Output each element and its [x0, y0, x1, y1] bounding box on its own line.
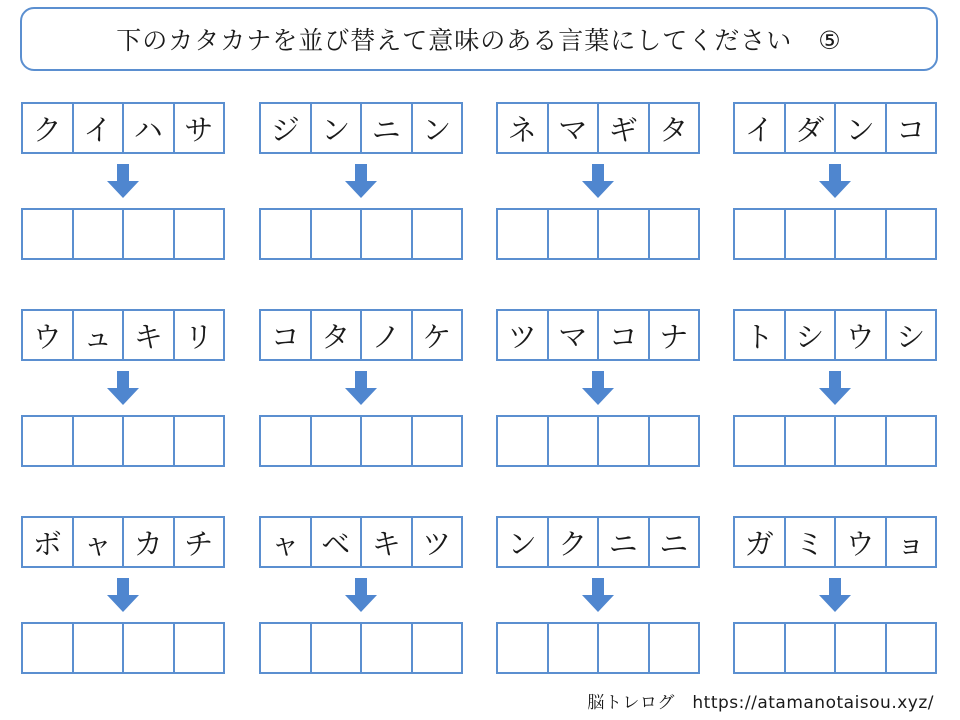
letter-cell: ギ: [597, 104, 648, 152]
letter-cell: タ: [310, 311, 361, 359]
answer-boxes: [496, 415, 700, 467]
answer-box[interactable]: [122, 417, 173, 465]
answer-box[interactable]: [173, 624, 224, 672]
answer-boxes: [733, 208, 937, 260]
answer-box[interactable]: [834, 624, 885, 672]
answer-box[interactable]: [360, 210, 411, 258]
answer-box[interactable]: [547, 624, 598, 672]
answer-box[interactable]: [310, 624, 361, 672]
puzzle-item: [259, 309, 463, 467]
scrambled-letters: [496, 309, 700, 361]
letter-cell: カ: [122, 518, 173, 566]
answer-box[interactable]: [784, 210, 835, 258]
arrow-down-icon: [345, 578, 377, 612]
puzzle-item: [259, 516, 463, 674]
letter-cell: ン: [310, 104, 361, 152]
answer-boxes: [21, 208, 225, 260]
scrambled-letters: [21, 102, 225, 154]
scrambled-letters: [733, 102, 937, 154]
letter-cell: ン: [507, 526, 537, 561]
answer-box[interactable]: [498, 417, 547, 465]
letter-cell: ノ: [360, 311, 411, 359]
scrambled-letters: [733, 309, 937, 361]
answer-box[interactable]: [23, 417, 72, 465]
answer-box[interactable]: [735, 417, 784, 465]
letter-cell: ベ: [310, 518, 361, 566]
answer-box[interactable]: [597, 210, 648, 258]
letter-cell: ニ: [597, 518, 648, 566]
answer-box[interactable]: [885, 210, 936, 258]
letter-cell: ガ: [744, 526, 774, 561]
letter-cell: サ: [173, 104, 224, 152]
puzzle-item: [259, 102, 463, 260]
letter-cell: ツ: [411, 518, 462, 566]
letter-cell: ョ: [885, 518, 936, 566]
answer-box[interactable]: [784, 624, 835, 672]
letter-cell: ク: [547, 518, 598, 566]
puzzle-item: [496, 309, 700, 467]
letter-cell: ウ: [834, 311, 885, 359]
letter-cell: ニ: [360, 104, 411, 152]
letter-cell: コ: [270, 319, 300, 354]
letter-cell: ク: [32, 112, 62, 147]
answer-box[interactable]: [547, 210, 598, 258]
answer-box[interactable]: [411, 210, 462, 258]
answer-box[interactable]: [411, 417, 462, 465]
puzzle-item: [496, 102, 700, 260]
letter-cell: ト: [744, 319, 774, 354]
answer-box[interactable]: [360, 624, 411, 672]
answer-box[interactable]: [261, 624, 310, 672]
scrambled-letters: [259, 309, 463, 361]
letter-cell: マ: [547, 104, 598, 152]
answer-box[interactable]: [498, 624, 547, 672]
answer-boxes: [733, 622, 937, 674]
scrambled-letters: [259, 516, 463, 568]
letter-cell: キ: [360, 518, 411, 566]
arrow-down-icon: [819, 578, 851, 612]
letter-cell: ン: [411, 104, 462, 152]
puzzle-item: [733, 309, 937, 467]
puzzle-item: [733, 516, 937, 674]
answer-box[interactable]: [648, 417, 699, 465]
letter-cell: リ: [173, 311, 224, 359]
answer-box[interactable]: [261, 417, 310, 465]
letter-cell: タ: [648, 104, 699, 152]
letter-cell: イ: [72, 104, 123, 152]
answer-box[interactable]: [498, 210, 547, 258]
letter-cell: ニ: [648, 518, 699, 566]
letter-cell: ャ: [270, 526, 300, 561]
site-credit: 脳トレログ https://atamanotaisou.xyz/: [587, 693, 934, 713]
answer-boxes: [259, 208, 463, 260]
letter-cell: シ: [784, 311, 835, 359]
answer-boxes: [259, 415, 463, 467]
letter-cell: イ: [744, 112, 774, 147]
instruction-title: 下のカタカナを並び替えて意味のある言葉にしてください ⑤: [116, 26, 842, 55]
answer-box[interactable]: [173, 417, 224, 465]
answer-box[interactable]: [784, 417, 835, 465]
answer-boxes: [21, 622, 225, 674]
letter-cell: シ: [885, 311, 936, 359]
letter-cell: ュ: [72, 311, 123, 359]
scrambled-letters: [21, 309, 225, 361]
letter-cell: ネ: [507, 112, 537, 147]
arrow-down-icon: [107, 164, 139, 198]
answer-box[interactable]: [72, 624, 123, 672]
answer-box[interactable]: [72, 417, 123, 465]
arrow-down-icon: [345, 371, 377, 405]
answer-box[interactable]: [310, 417, 361, 465]
answer-box[interactable]: [885, 624, 936, 672]
answer-box[interactable]: [360, 417, 411, 465]
answer-boxes: [496, 208, 700, 260]
letter-cell: ミ: [784, 518, 835, 566]
answer-box[interactable]: [122, 210, 173, 258]
letter-cell: ナ: [648, 311, 699, 359]
letter-cell: ボ: [32, 526, 62, 561]
answer-box[interactable]: [411, 624, 462, 672]
answer-box[interactable]: [173, 210, 224, 258]
answer-box[interactable]: [122, 624, 173, 672]
answer-box[interactable]: [834, 210, 885, 258]
arrow-down-icon: [107, 578, 139, 612]
puzzle-item: [21, 309, 225, 467]
answer-box[interactable]: [547, 417, 598, 465]
answer-box[interactable]: [23, 624, 72, 672]
letter-cell: ウ: [32, 319, 62, 354]
letter-cell: ダ: [784, 104, 835, 152]
arrow-down-icon: [345, 164, 377, 198]
scrambled-letters: [496, 102, 700, 154]
letter-cell: コ: [597, 311, 648, 359]
letter-cell: ウ: [834, 518, 885, 566]
scrambled-letters: [496, 516, 700, 568]
answer-boxes: [259, 622, 463, 674]
letter-cell: ケ: [411, 311, 462, 359]
arrow-down-icon: [819, 164, 851, 198]
scrambled-letters: [733, 516, 937, 568]
answer-box[interactable]: [261, 210, 310, 258]
answer-box[interactable]: [735, 624, 784, 672]
puzzle-item: [21, 516, 225, 674]
letter-cell: キ: [122, 311, 173, 359]
arrow-down-icon: [582, 578, 614, 612]
puzzle-item: [21, 102, 225, 260]
answer-boxes: [21, 415, 225, 467]
arrow-down-icon: [819, 371, 851, 405]
scrambled-letters: [21, 516, 225, 568]
arrow-down-icon: [582, 164, 614, 198]
letter-cell: チ: [173, 518, 224, 566]
answer-box[interactable]: [23, 210, 72, 258]
letter-cell: コ: [885, 104, 936, 152]
answer-boxes: [733, 415, 937, 467]
answer-box[interactable]: [648, 624, 699, 672]
answer-box[interactable]: [885, 417, 936, 465]
puzzle-item: [733, 102, 937, 260]
answer-box[interactable]: [597, 417, 648, 465]
letter-cell: ン: [834, 104, 885, 152]
answer-box[interactable]: [310, 210, 361, 258]
answer-box[interactable]: [648, 210, 699, 258]
answer-box[interactable]: [834, 417, 885, 465]
letter-cell: マ: [547, 311, 598, 359]
arrow-down-icon: [107, 371, 139, 405]
answer-box[interactable]: [597, 624, 648, 672]
puzzle-item: [496, 516, 700, 674]
letter-cell: ハ: [122, 104, 173, 152]
letter-cell: ジ: [270, 112, 300, 147]
answer-boxes: [496, 622, 700, 674]
scrambled-letters: [259, 102, 463, 154]
letter-cell: ャ: [72, 518, 123, 566]
arrow-down-icon: [582, 371, 614, 405]
answer-box[interactable]: [735, 210, 784, 258]
answer-box[interactable]: [72, 210, 123, 258]
letter-cell: ツ: [507, 319, 537, 354]
